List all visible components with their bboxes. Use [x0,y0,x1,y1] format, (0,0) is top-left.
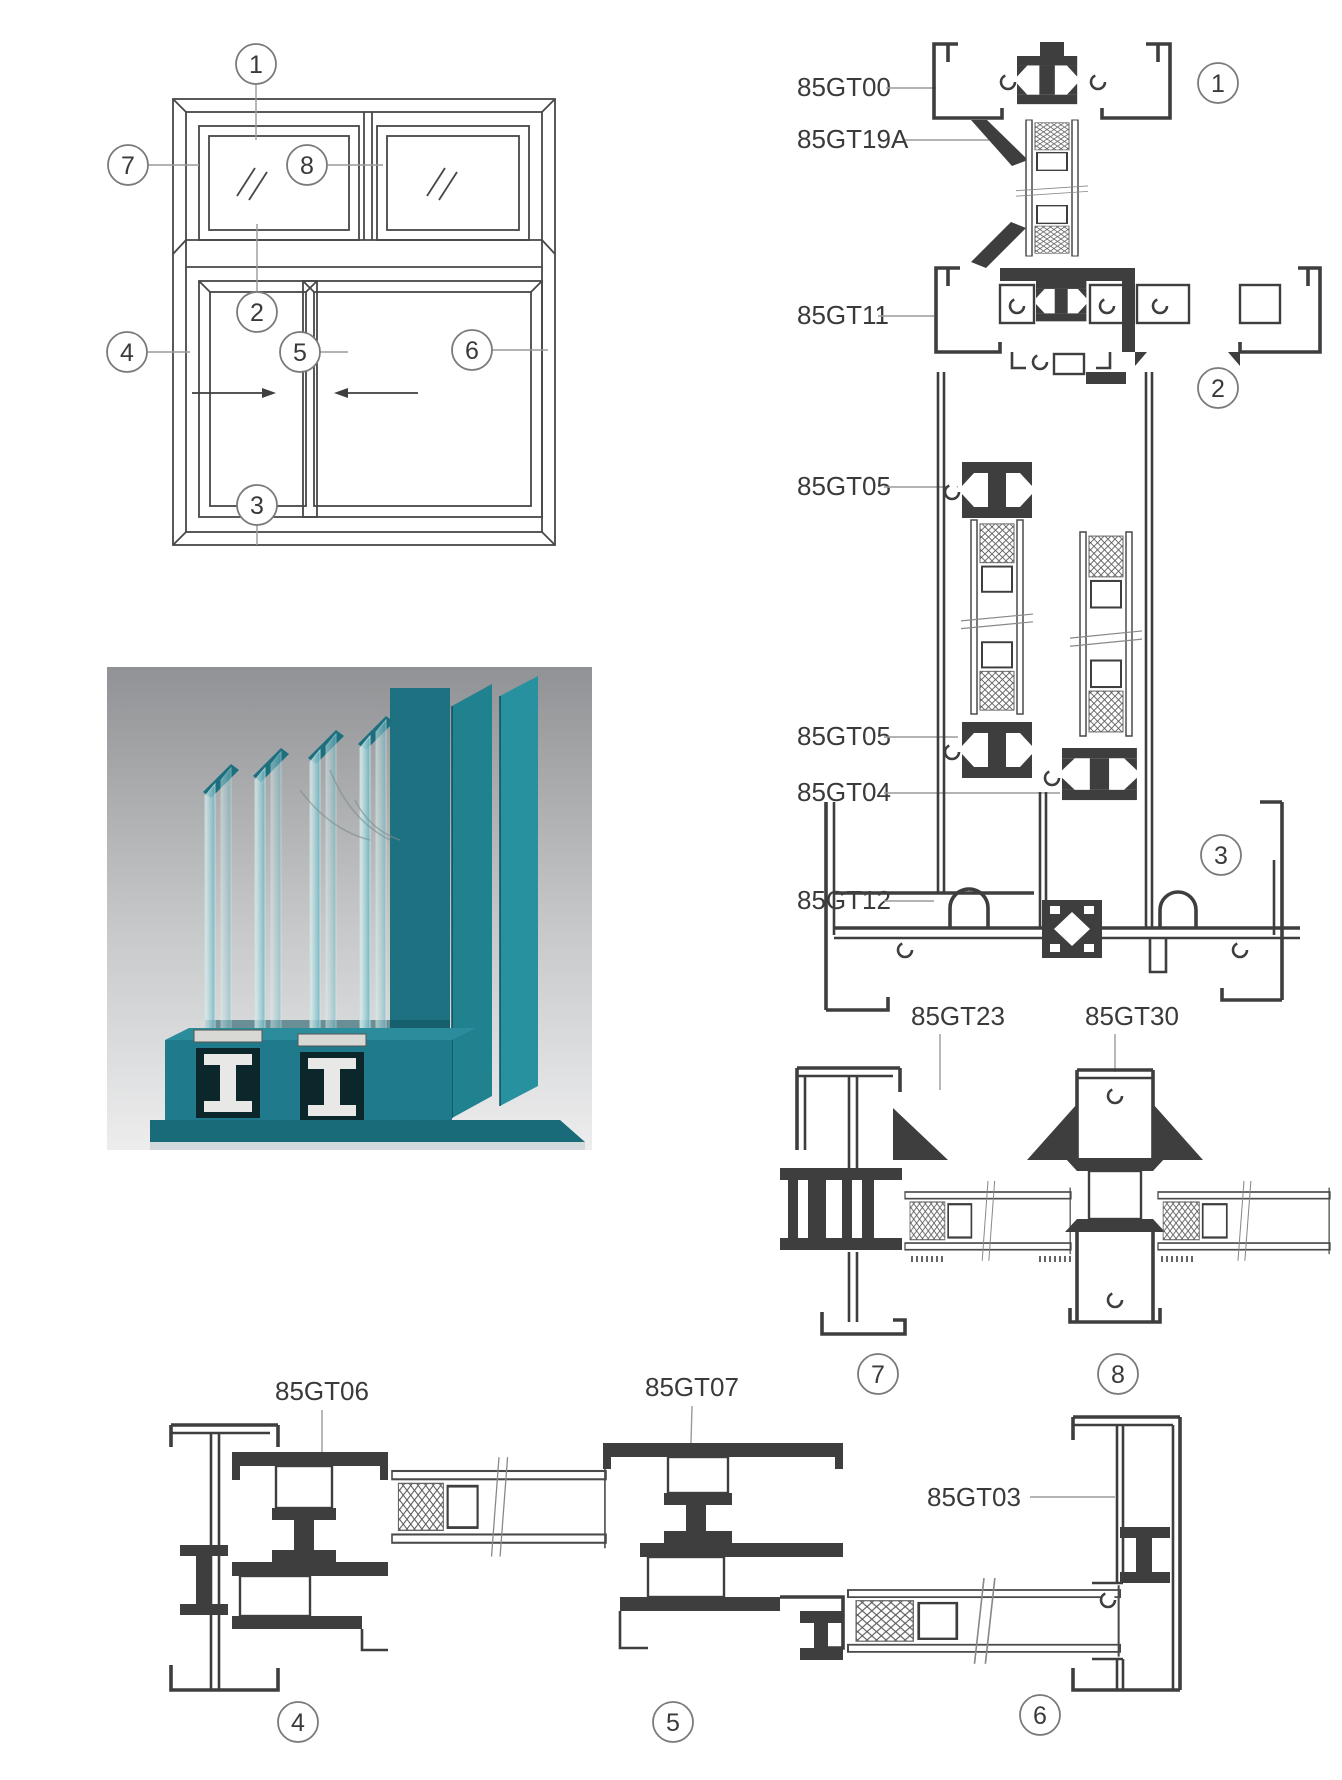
callout-2 [237,292,277,332]
interlock-sash-section-5 [603,1443,1120,1664]
vertical-section-detail [797,42,1320,1010]
window-elevation-diagram [107,44,555,545]
callout-8 [287,145,327,185]
horizontal-section-detail-7-8 [780,1001,1330,1394]
callout-7-number: 7 [121,152,135,180]
label-85gt05-bottom: 85GT05 [797,721,891,751]
label-85gt00: 85GT00 [797,72,891,102]
profile-3d-render [107,667,592,1158]
callout-8-number: 8 [300,152,314,180]
callout-section-3 [1201,835,1241,875]
label-85gt07: 85GT07 [645,1372,739,1402]
callout-6 [452,330,492,370]
callout-2-number: 2 [250,299,264,327]
mullion-section-8 [1027,1070,1330,1322]
callout-section-4 [278,1702,318,1742]
callout-4 [107,332,147,372]
label-85gt04: 85GT04 [797,777,891,807]
label-85gt19a: 85GT19A [797,124,909,154]
callout-section-1-number: 1 [1211,70,1225,98]
slide-arrow-left-icon [334,388,348,398]
label-85gt23: 85GT23 [911,1001,1005,1031]
callout-section-8 [1098,1354,1138,1394]
horizontal-section-detail-4-5-6 [171,1372,1180,1742]
label-85gt30: 85GT30 [1085,1001,1179,1031]
fixed-pane-left [199,126,359,240]
sliding-sash-section-right [1045,372,1142,800]
sill-profile [826,802,1300,1010]
slide-arrow-right-icon [262,388,276,398]
callout-1-number: 1 [249,51,263,79]
mid-rail-profile [936,268,1320,374]
label-85gt06: 85GT06 [275,1376,369,1406]
label-85gt11: 85GT11 [797,300,890,330]
callout-4-number: 4 [120,339,134,367]
callout-section-1 [1198,63,1238,103]
callout-6-number: 6 [465,337,479,365]
callout-section-6-number: 6 [1033,1702,1047,1730]
interlock-85gt04 [1062,748,1137,800]
callout-section-2-number: 2 [1211,375,1225,403]
callout-section-6 [1020,1695,1060,1735]
label-85gt05-top: 85GT05 [797,471,891,501]
jamb-sash-section-7 [780,1068,1071,1334]
callout-3-number: 3 [250,492,264,520]
callout-section-8-number: 8 [1111,1361,1125,1389]
callout-1 [236,44,276,84]
callout-3 [237,485,277,525]
upper-glazing-unit [1016,120,1088,256]
callout-section-5-number: 5 [666,1709,680,1737]
callout-7 [108,145,148,185]
jamb-sash-section-4 [171,1425,606,1690]
callout-section-7-number: 7 [871,1361,885,1389]
callout-section-2 [1198,368,1238,408]
callout-5 [280,332,320,372]
callout-section-3-number: 3 [1214,842,1228,870]
callout-5-number: 5 [293,339,307,367]
callout-section-4-number: 4 [291,1709,305,1737]
callout-section-5 [653,1702,693,1742]
sliding-sash-section-left [945,462,1033,778]
sliding-sash-right [303,281,542,517]
callout-section-7 [858,1354,898,1394]
label-85gt03: 85GT03 [927,1482,1021,1512]
label-85gt12: 85GT12 [797,885,891,915]
fixed-pane-right [377,126,529,240]
wedge-85gt19a [971,120,1028,166]
